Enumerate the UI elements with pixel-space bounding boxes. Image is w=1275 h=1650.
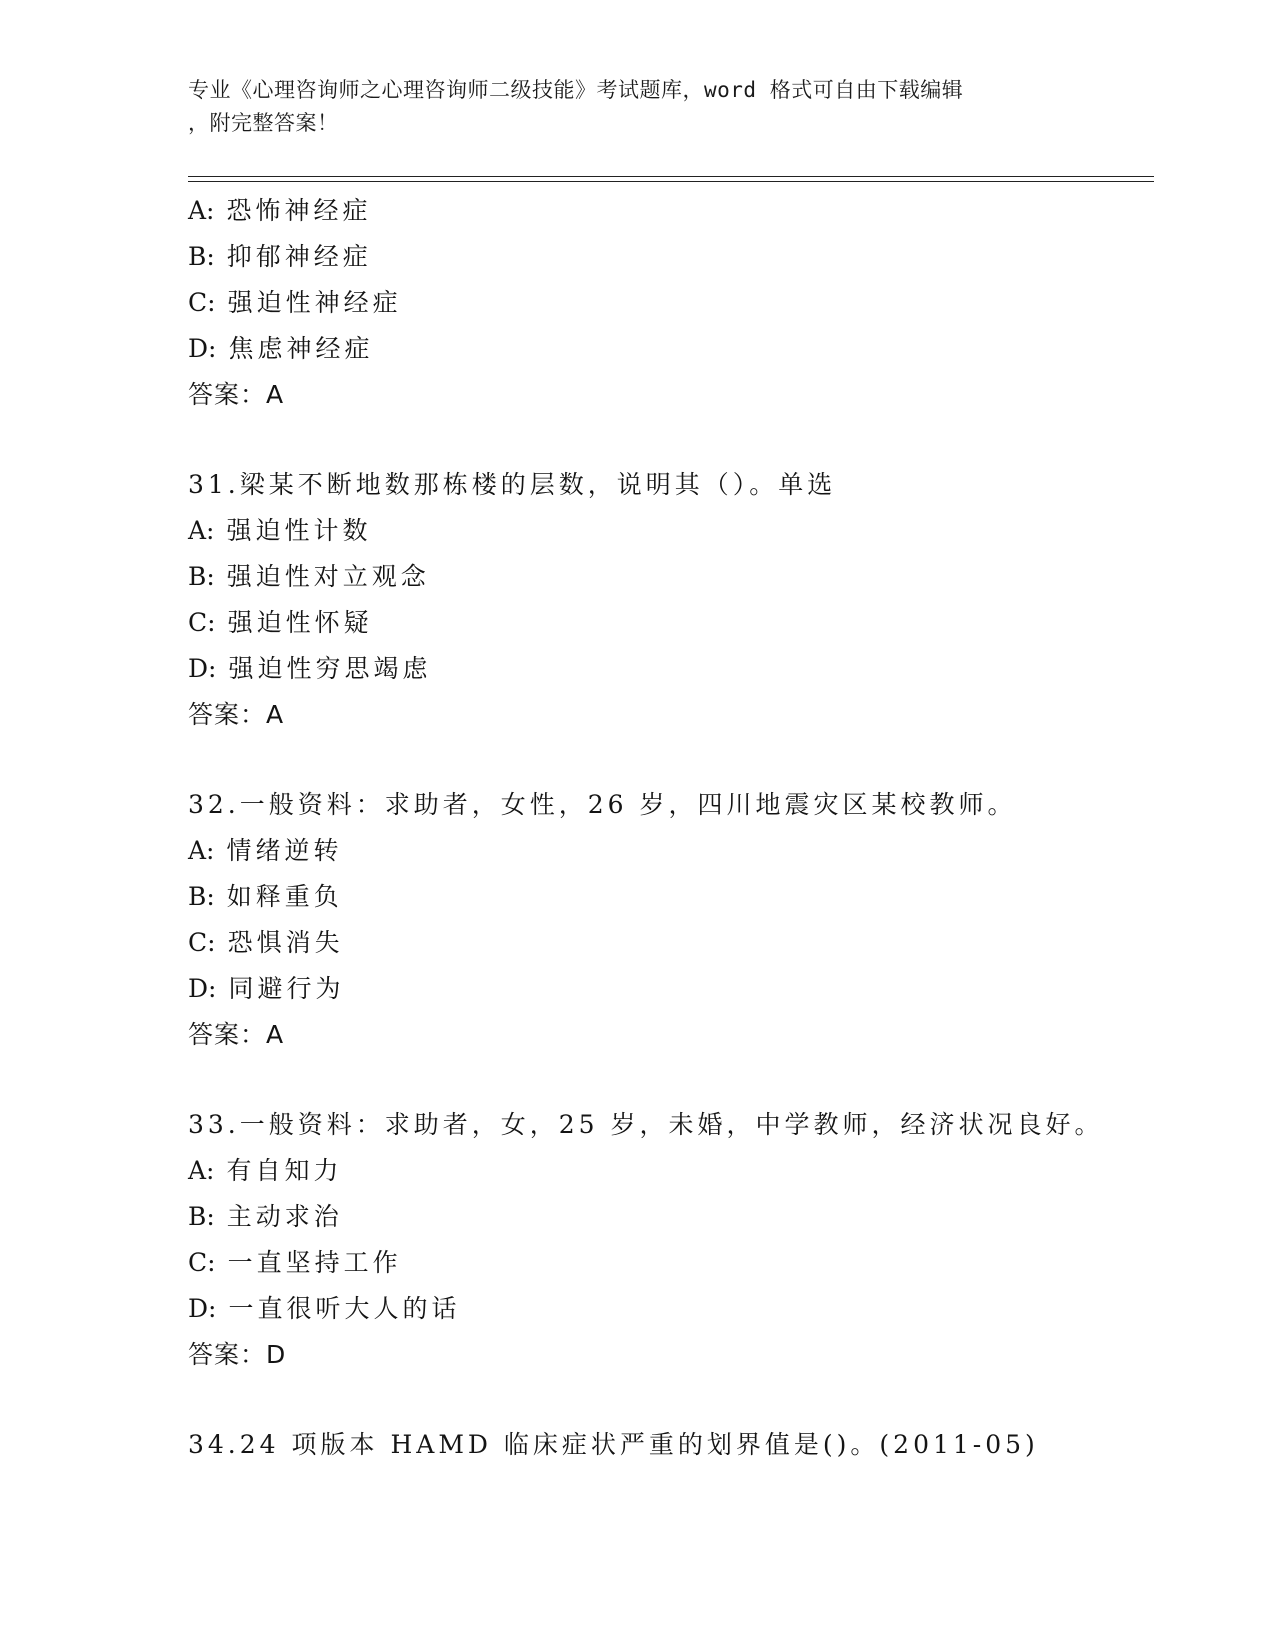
option-c: C: 强迫性神经症 <box>188 288 402 317</box>
option-a: A: 强迫性计数 <box>188 516 372 545</box>
question-block-33 <box>188 1102 1154 1378</box>
header-line-2: ，附完整答案！ <box>188 111 339 135</box>
answer-line: 答案：A <box>188 700 285 729</box>
question-stem: 32.一般资料：求助者，女性，26 岁，四川地震灾区某校教师。 <box>188 790 1017 819</box>
answer-line: 答案：A <box>188 380 285 409</box>
option-b: B: 如释重负 <box>188 882 343 911</box>
question-block-34 <box>188 1422 1154 1468</box>
option-b: B: 抑郁神经症 <box>188 242 372 271</box>
option-d: D: 同避行为 <box>188 974 345 1003</box>
header-line-1: 专业《心理咨询师之心理咨询师二级技能》考试题库，word 格式可自由下载编辑 <box>188 78 964 102</box>
option-c: C: 一直坚持工作 <box>188 1248 402 1277</box>
answer-line: 答案：D <box>188 1340 287 1369</box>
option-d: D: 一直很听大人的话 <box>188 1294 461 1323</box>
question-block-31 <box>188 462 1154 738</box>
header-divider-bottom <box>188 181 1154 182</box>
question-stem: 34.24 项版本 HAMD 临床症状严重的划界值是()。(2011-05) <box>188 1430 1039 1459</box>
question-stem: 31.梁某不断地数那栋楼的层数，说明其（）。单选 <box>188 470 837 499</box>
option-c: C: 强迫性怀疑 <box>188 608 373 637</box>
answer-line: 答案：A <box>188 1020 285 1049</box>
question-block-32 <box>188 782 1154 1058</box>
option-b: B: 主动求治 <box>188 1202 343 1231</box>
option-d: D: 焦虑神经症 <box>188 334 374 363</box>
option-c: C: 恐惧消失 <box>188 928 344 957</box>
option-a: A: 有自知力 <box>188 1156 343 1185</box>
option-b: B: 强迫性对立观念 <box>188 562 430 591</box>
option-a: A: 情绪逆转 <box>188 836 343 865</box>
document-header <box>188 74 1068 140</box>
option-a: A: 恐怖神经症 <box>188 196 372 225</box>
option-d: D: 强迫性穷思竭虑 <box>188 654 432 683</box>
header-divider-top <box>188 176 1154 177</box>
question-block-30 <box>188 188 1154 418</box>
question-stem: 33.一般资料：求助者，女，25 岁，未婚，中学教师，经济状况良好。 <box>188 1110 1104 1139</box>
question-list <box>188 188 1154 1468</box>
